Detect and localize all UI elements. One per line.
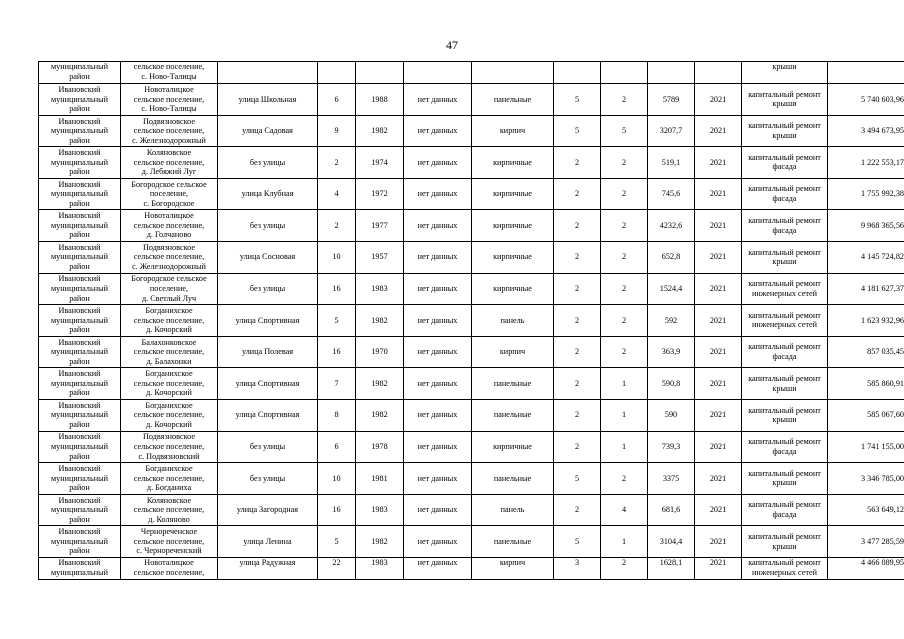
- plan-year-cell: 2021: [695, 336, 742, 368]
- wall-material-cell: кирпич: [472, 336, 554, 368]
- work-type-cell: капитальный ремонт крыши: [742, 463, 828, 495]
- district-cell: Ивановский муниципальный район: [39, 526, 121, 558]
- work-type-cell: капитальный ремонт крыши: [742, 115, 828, 147]
- table-row: [39, 494, 904, 526]
- year-built-cell: 1982: [356, 526, 404, 558]
- wall-material-cell: кирпичные: [472, 178, 554, 210]
- year-built-cell: 1988: [356, 84, 404, 116]
- cost-cell: 585 067,60: [828, 399, 904, 431]
- year-built-cell: 1978: [356, 431, 404, 463]
- house-number-cell: 6: [318, 84, 356, 116]
- street-cell: улица Сосновая: [218, 241, 318, 273]
- cost-cell: 9 968 365,56: [828, 210, 904, 242]
- data-status-cell: нет данных: [404, 241, 472, 273]
- street-cell: улица Спортивная: [218, 305, 318, 337]
- entrances-cell: 1: [601, 399, 648, 431]
- data-status-cell: нет данных: [404, 115, 472, 147]
- floors-cell: 2: [554, 178, 601, 210]
- wall-material-cell: кирпичные: [472, 431, 554, 463]
- table-row: [39, 526, 904, 558]
- district-cell: Ивановский муниципальный: [39, 557, 121, 579]
- table-row: [39, 147, 904, 179]
- year-built-cell: 1972: [356, 178, 404, 210]
- data-status-cell: нет данных: [404, 557, 472, 579]
- area-cell: 1524,4: [648, 273, 695, 305]
- wall-material-cell: панельные: [472, 399, 554, 431]
- plan-year-cell: 2021: [695, 399, 742, 431]
- floors-cell: 3: [554, 557, 601, 579]
- area-cell: 592: [648, 305, 695, 337]
- work-type-cell: капитальный ремонт фасада: [742, 494, 828, 526]
- entrances-cell: 2: [601, 305, 648, 337]
- district-cell: Ивановский муниципальный район: [39, 241, 121, 273]
- table-row: [39, 368, 904, 400]
- settlement-cell: Новоталицкое сельское поселение, д. Голчаново: [121, 210, 218, 242]
- year-built-cell: 1982: [356, 115, 404, 147]
- table-row: [39, 431, 904, 463]
- data-status-cell: [404, 62, 472, 84]
- table-row: [39, 399, 904, 431]
- floors-cell: 5: [554, 115, 601, 147]
- cost-cell: 563 649,12: [828, 494, 904, 526]
- data-status-cell: нет данных: [404, 399, 472, 431]
- district-cell: Ивановский муниципальный район: [39, 463, 121, 495]
- entrances-cell: 2: [601, 178, 648, 210]
- house-number-cell: 22: [318, 557, 356, 579]
- cost-cell: 3 477 285,59: [828, 526, 904, 558]
- year-built-cell: 1982: [356, 399, 404, 431]
- house-number-cell: 16: [318, 336, 356, 368]
- house-number-cell: 10: [318, 463, 356, 495]
- data-status-cell: нет данных: [404, 147, 472, 179]
- work-type-cell: капитальный ремонт фасада: [742, 147, 828, 179]
- street-cell: улица Клубная: [218, 178, 318, 210]
- area-cell: 3104,4: [648, 526, 695, 558]
- table-row: [39, 115, 904, 147]
- entrances-cell: 2: [601, 84, 648, 116]
- data-status-cell: нет данных: [404, 273, 472, 305]
- floors-cell: 2: [554, 147, 601, 179]
- plan-year-cell: 2021: [695, 241, 742, 273]
- housing-repair-table: [38, 61, 904, 580]
- entrances-cell: 1: [601, 526, 648, 558]
- year-built-cell: 1974: [356, 147, 404, 179]
- entrances-cell: 4: [601, 494, 648, 526]
- house-number-cell: 7: [318, 368, 356, 400]
- street-cell: без улицы: [218, 273, 318, 305]
- area-cell: 5789: [648, 84, 695, 116]
- data-status-cell: нет данных: [404, 178, 472, 210]
- cost-cell: 5 740 603,96: [828, 84, 904, 116]
- street-cell: [218, 62, 318, 84]
- entrances-cell: 2: [601, 463, 648, 495]
- plan-year-cell: 2021: [695, 557, 742, 579]
- district-cell: Ивановский муниципальный район: [39, 178, 121, 210]
- area-cell: 4232,6: [648, 210, 695, 242]
- floors-cell: 2: [554, 368, 601, 400]
- street-cell: улица Радужная: [218, 557, 318, 579]
- table-row: [39, 557, 904, 579]
- settlement-cell: Подвязновское сельское поселение, с. Железнодорожный: [121, 241, 218, 273]
- house-number-cell: 16: [318, 494, 356, 526]
- data-status-cell: нет данных: [404, 210, 472, 242]
- plan-year-cell: 2021: [695, 368, 742, 400]
- table-row: [39, 84, 904, 116]
- district-cell: Ивановский муниципальный район: [39, 431, 121, 463]
- year-built-cell: 1983: [356, 494, 404, 526]
- entrances-cell: 1: [601, 368, 648, 400]
- cost-cell: 585 860,91: [828, 368, 904, 400]
- wall-material-cell: панельные: [472, 368, 554, 400]
- year-built-cell: 1981: [356, 463, 404, 495]
- district-cell: Ивановский муниципальный район: [39, 399, 121, 431]
- house-number-cell: 2: [318, 147, 356, 179]
- plan-year-cell: 2021: [695, 115, 742, 147]
- year-built-cell: [356, 62, 404, 84]
- wall-material-cell: кирпич: [472, 115, 554, 147]
- data-status-cell: нет данных: [404, 305, 472, 337]
- house-number-cell: 9: [318, 115, 356, 147]
- wall-material-cell: панельные: [472, 84, 554, 116]
- street-cell: улица Загородная: [218, 494, 318, 526]
- data-status-cell: нет данных: [404, 463, 472, 495]
- plan-year-cell: 2021: [695, 494, 742, 526]
- settlement-cell: Коляновское сельское поселение, д. Лебяжий Луг: [121, 147, 218, 179]
- table-row: [39, 178, 904, 210]
- cost-cell: 3 346 785,00: [828, 463, 904, 495]
- area-cell: 739,3: [648, 431, 695, 463]
- district-cell: муниципальный район: [39, 62, 121, 84]
- house-number-cell: 16: [318, 273, 356, 305]
- data-status-cell: нет данных: [404, 336, 472, 368]
- district-cell: Ивановский муниципальный район: [39, 368, 121, 400]
- year-built-cell: 1957: [356, 241, 404, 273]
- floors-cell: 2: [554, 305, 601, 337]
- table-row: [39, 241, 904, 273]
- data-status-cell: нет данных: [404, 431, 472, 463]
- table-row: [39, 336, 904, 368]
- district-cell: Ивановский муниципальный район: [39, 84, 121, 116]
- area-cell: 681,6: [648, 494, 695, 526]
- house-number-cell: 10: [318, 241, 356, 273]
- wall-material-cell: панель: [472, 494, 554, 526]
- house-number-cell: [318, 62, 356, 84]
- work-type-cell: капитальный ремонт крыши: [742, 84, 828, 116]
- year-built-cell: 1983: [356, 557, 404, 579]
- street-cell: без улицы: [218, 147, 318, 179]
- district-cell: Ивановский муниципальный район: [39, 305, 121, 337]
- wall-material-cell: кирпичные: [472, 147, 554, 179]
- floors-cell: 2: [554, 273, 601, 305]
- house-number-cell: 5: [318, 305, 356, 337]
- district-cell: Ивановский муниципальный район: [39, 336, 121, 368]
- floors-cell: 2: [554, 210, 601, 242]
- house-number-cell: 8: [318, 399, 356, 431]
- area-cell: 590: [648, 399, 695, 431]
- cost-cell: 4 181 627,37: [828, 273, 904, 305]
- area-cell: 3207,7: [648, 115, 695, 147]
- work-type-cell: капитальный ремонт фасада: [742, 336, 828, 368]
- table-body: [39, 62, 904, 580]
- area-cell: 652,8: [648, 241, 695, 273]
- wall-material-cell: кирпич: [472, 557, 554, 579]
- work-type-cell: капитальный ремонт инженерных сетей: [742, 273, 828, 305]
- house-number-cell: 2: [318, 210, 356, 242]
- cost-cell: 1 755 992,38: [828, 178, 904, 210]
- house-number-cell: 5: [318, 526, 356, 558]
- cost-cell: [828, 62, 904, 84]
- settlement-cell: Богородское сельское поселение, с. Богородское: [121, 178, 218, 210]
- data-status-cell: нет данных: [404, 494, 472, 526]
- settlement-cell: Новоталицкое сельское поселение, с. Ново-Талицы: [121, 84, 218, 116]
- work-type-cell: капитальный ремонт крыши: [742, 368, 828, 400]
- street-cell: улица Спортивная: [218, 368, 318, 400]
- wall-material-cell: [472, 62, 554, 84]
- floors-cell: 5: [554, 526, 601, 558]
- house-number-cell: 6: [318, 431, 356, 463]
- entrances-cell: [601, 62, 648, 84]
- plan-year-cell: 2021: [695, 147, 742, 179]
- work-type-cell: капитальный ремонт крыши: [742, 241, 828, 273]
- area-cell: 363,9: [648, 336, 695, 368]
- year-built-cell: 1982: [356, 305, 404, 337]
- house-number-cell: 4: [318, 178, 356, 210]
- plan-year-cell: 2021: [695, 178, 742, 210]
- cost-cell: 1 741 155,00: [828, 431, 904, 463]
- entrances-cell: 2: [601, 241, 648, 273]
- floors-cell: 2: [554, 431, 601, 463]
- plan-year-cell: 2021: [695, 210, 742, 242]
- work-type-cell: капитальный ремонт фасада: [742, 210, 828, 242]
- work-type-cell: капитальный ремонт крыши: [742, 526, 828, 558]
- work-type-cell: капитальный ремонт инженерных сетей: [742, 557, 828, 579]
- settlement-cell: Подвязновское сельское поселение, с. Подвязновский: [121, 431, 218, 463]
- table-row: [39, 210, 904, 242]
- page-number: 47: [446, 38, 458, 52]
- floors-cell: 2: [554, 399, 601, 431]
- area-cell: [648, 62, 695, 84]
- wall-material-cell: панельные: [472, 463, 554, 495]
- entrances-cell: 1: [601, 431, 648, 463]
- settlement-cell: Богданихское сельское поселение, д. Богданиха: [121, 463, 218, 495]
- work-type-cell: крыши: [742, 62, 828, 84]
- plan-year-cell: 2021: [695, 273, 742, 305]
- wall-material-cell: панельные: [472, 526, 554, 558]
- district-cell: Ивановский муниципальный район: [39, 147, 121, 179]
- table-row: [39, 463, 904, 495]
- data-status-cell: нет данных: [404, 368, 472, 400]
- year-built-cell: 1983: [356, 273, 404, 305]
- wall-material-cell: кирпичные: [472, 241, 554, 273]
- plan-year-cell: [695, 62, 742, 84]
- area-cell: 3375: [648, 463, 695, 495]
- settlement-cell: Новоталицкое сельское поселение,: [121, 557, 218, 579]
- district-cell: Ивановский муниципальный район: [39, 494, 121, 526]
- plan-year-cell: 2021: [695, 305, 742, 337]
- street-cell: улица Спортивная: [218, 399, 318, 431]
- area-cell: 590,8: [648, 368, 695, 400]
- floors-cell: [554, 62, 601, 84]
- district-cell: Ивановский муниципальный район: [39, 273, 121, 305]
- work-type-cell: капитальный ремонт крыши: [742, 399, 828, 431]
- entrances-cell: 2: [601, 273, 648, 305]
- work-type-cell: капитальный ремонт фасада: [742, 431, 828, 463]
- settlement-cell: сельское поселение, с. Ново-Талицы: [121, 62, 218, 84]
- plan-year-cell: 2021: [695, 431, 742, 463]
- year-built-cell: 1982: [356, 368, 404, 400]
- cost-cell: 857 035,45: [828, 336, 904, 368]
- street-cell: улица Школьная: [218, 84, 318, 116]
- area-cell: 1628,1: [648, 557, 695, 579]
- cost-cell: 3 494 673,95: [828, 115, 904, 147]
- floors-cell: 5: [554, 84, 601, 116]
- floors-cell: 2: [554, 336, 601, 368]
- settlement-cell: Чернореченское сельское поселение, с. Чернореченский: [121, 526, 218, 558]
- plan-year-cell: 2021: [695, 463, 742, 495]
- settlement-cell: Богданихское сельское поселение, д. Кочорский: [121, 368, 218, 400]
- district-cell: Ивановский муниципальный район: [39, 210, 121, 242]
- plan-year-cell: 2021: [695, 84, 742, 116]
- entrances-cell: 2: [601, 336, 648, 368]
- entrances-cell: 2: [601, 210, 648, 242]
- data-status-cell: нет данных: [404, 526, 472, 558]
- work-type-cell: капитальный ремонт фасада: [742, 178, 828, 210]
- year-built-cell: 1970: [356, 336, 404, 368]
- street-cell: улица Ленина: [218, 526, 318, 558]
- entrances-cell: 2: [601, 147, 648, 179]
- cost-cell: 4 466 089,95: [828, 557, 904, 579]
- area-cell: 745,6: [648, 178, 695, 210]
- floors-cell: 2: [554, 241, 601, 273]
- settlement-cell: Богородское сельское поселение, д. Светлый Луч: [121, 273, 218, 305]
- street-cell: улица Полевая: [218, 336, 318, 368]
- wall-material-cell: панель: [472, 305, 554, 337]
- area-cell: 519,1: [648, 147, 695, 179]
- wall-material-cell: кирпичные: [472, 273, 554, 305]
- cost-cell: 1 623 932,96: [828, 305, 904, 337]
- settlement-cell: Коляновское сельское поселение, д. Коляново: [121, 494, 218, 526]
- floors-cell: 5: [554, 463, 601, 495]
- data-status-cell: нет данных: [404, 84, 472, 116]
- settlement-cell: Подвязновское сельское поселение, с. Железнодорожный: [121, 115, 218, 147]
- table-row: [39, 273, 904, 305]
- entrances-cell: 2: [601, 557, 648, 579]
- table-row: [39, 305, 904, 337]
- street-cell: без улицы: [218, 463, 318, 495]
- district-cell: Ивановский муниципальный район: [39, 115, 121, 147]
- street-cell: без улицы: [218, 210, 318, 242]
- street-cell: без улицы: [218, 431, 318, 463]
- cost-cell: 1 222 553,17: [828, 147, 904, 179]
- cost-cell: 4 145 724,82: [828, 241, 904, 273]
- street-cell: улица Садовая: [218, 115, 318, 147]
- entrances-cell: 5: [601, 115, 648, 147]
- floors-cell: 2: [554, 494, 601, 526]
- year-built-cell: 1977: [356, 210, 404, 242]
- table-row: [39, 62, 904, 84]
- settlement-cell: Балахонковское сельское поселение, д. Балахонки: [121, 336, 218, 368]
- plan-year-cell: 2021: [695, 526, 742, 558]
- wall-material-cell: кирпичные: [472, 210, 554, 242]
- work-type-cell: капитальный ремонт инженерных сетей: [742, 305, 828, 337]
- settlement-cell: Богданихское сельское поселение, д. Кочорский: [121, 399, 218, 431]
- settlement-cell: Богданихское сельское поселение, д. Кочорский: [121, 305, 218, 337]
